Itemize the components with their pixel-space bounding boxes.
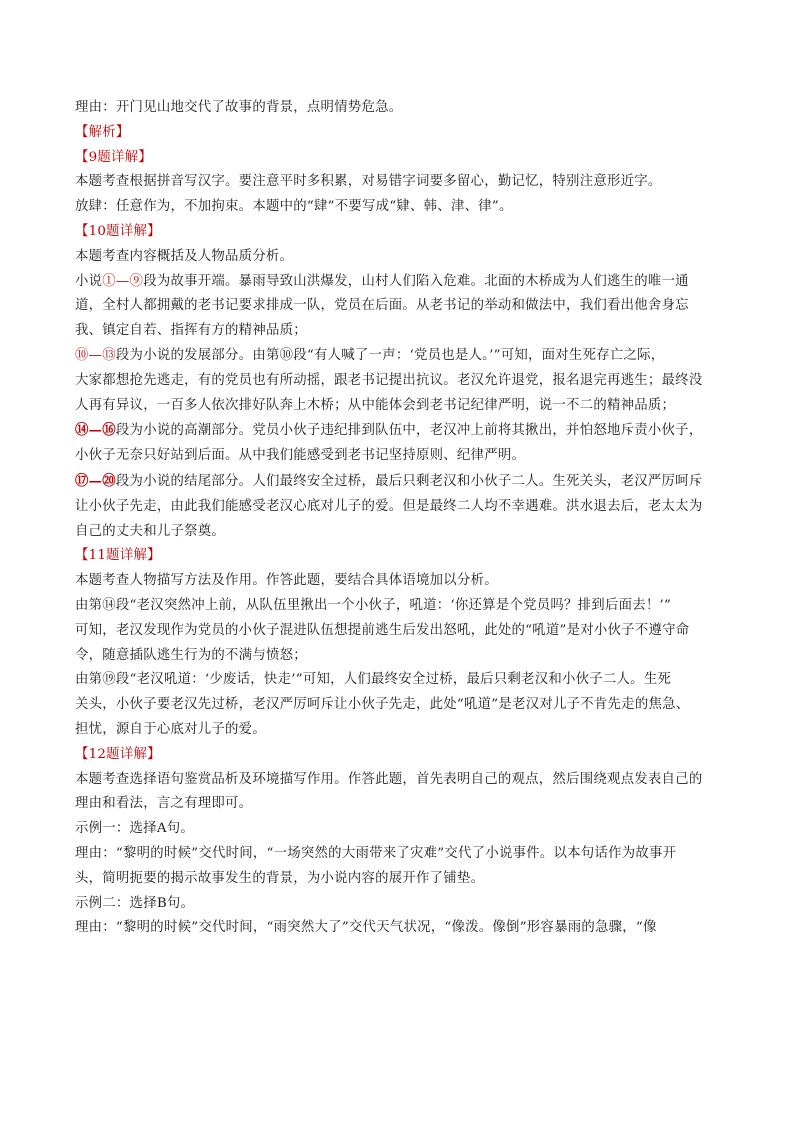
section-heading-analysis: 【解析】	[75, 124, 130, 140]
text-line: 让小伙子先走，由此我们能感受老汉心底对儿子的爱。但是最终二人均不幸遇难。洪水退去后，老太太为	[75, 498, 703, 514]
text-line: 道，全村人都拥戴的老书记要求排成一队，党员在后面。从老书记的举动和做法中，我们看出他舍身忘	[75, 298, 689, 314]
text-line: 本题考查选择语句鉴赏品析及环境描写作用。作答此题，首先表明自己的观点，然后围绕观点发表自己的	[75, 771, 703, 787]
text-line: 大家都想抢先逃走，有的党员也有所动摇，跟老书记提出抗议。老汉允许退党，报名退完再逃生；最终没	[75, 372, 703, 388]
line-text: 段为小说的高潮部分。党员小伙子违纪排到队伍中，老汉冲上前将其揪出，并怕怒地斥责小伙子，	[115, 423, 703, 439]
text-line: 由第⑭段“老汉突然冲上前，从队伍里揪出一个小伙子，吼道：‘你还算是个党员吗？排到后面去！’”	[75, 597, 672, 613]
paragraph-range: ①—⑨	[102, 273, 144, 289]
section-heading-q12: 【12题详解】	[75, 746, 161, 762]
text-line: 示例二：选择B句。	[75, 895, 195, 911]
text-line: 理由和看法，言之有理即可。	[75, 796, 253, 812]
document-body	[75, 96, 723, 941]
section-heading-q10: 【10题详解】	[75, 223, 161, 239]
paragraph-range: ⑩—⑬	[75, 347, 116, 363]
text-line: 人再有异议，一百多人依次排好队奔上木桥；从中能体会到老书记纪律严明，说一不二的精神品质；	[75, 397, 676, 413]
text-line: 本题考查人物描写方法及作用。作答此题，要结合具体语境加以分析。	[75, 573, 498, 589]
text-line: 本题考查内容概括及人物品质分析。	[75, 248, 294, 264]
text-line: 理由：“黎明的时候”交代时间，“一场突然的大雨带来了灾难”交代了小说事件。以本句话作为故事开	[75, 845, 677, 861]
text-line	[75, 469, 723, 495]
text-line: 理由：开门见山地交代了故事的背景，点明情势危急。	[75, 100, 403, 115]
text-line	[75, 418, 723, 444]
text-line: 可知，老汉发现作为党员的小伙子混进队伍想提前逃生后发出怒吼，此处的“吼道”是对小伙子不遵守命	[75, 622, 690, 638]
text-line: 本题考查根据拼音写汉字。要注意平时多积累，对易错字词要多留心，勤记忆，特别注意形近字。	[75, 174, 662, 190]
text-line: 担忧，源自于心底对儿子的爱。	[75, 721, 266, 737]
line-text: 段为小说的结尾部分。人们最终安全过桥，最后只剩老汉和小伙子二人。生死关头，老汉严厉呵斥	[115, 473, 703, 489]
text-line: 令，随意插队逃生行为的不满与愤怒；	[75, 647, 307, 663]
text-line: 我、镇定自若、指挥有方的精神品质；	[75, 323, 307, 339]
text-line	[75, 344, 723, 369]
text-line: 关头，小伙子要老汉先过桥，老汉严厉呵斥让小伙子先走，此处“吼道”是老汉对儿子不肯先走的焦急、	[75, 697, 690, 713]
section-heading-q11: 【11题详解】	[75, 548, 161, 564]
text-line: 由第⑲段“老汉吼道：‘少废话，快走’”可知，人们最终安全过桥，最后只剩老汉和小伙子二人。生死	[75, 672, 672, 688]
paragraph-range: ⑭—⑯	[75, 422, 116, 439]
text-line: 头，简明扼要的揭示故事发生的背景，为小说内容的展开作了铺垫。	[75, 870, 485, 886]
line-text: 段为小说的发展部分。由第⑩段“有人喊了一声：‘党员也是人。’”可知，面对生死存亡之际，	[115, 347, 665, 363]
text-line: 自己的丈夫和儿子祭奠。	[75, 523, 226, 539]
text-line	[75, 270, 723, 295]
text-line: 理由：“黎明的时候”交代时间，“雨突然大了”交代天气状况，“像泼。像倒”形容暴雨的急骤，“像	[75, 920, 657, 936]
text-line: 示例一：选择A句。	[75, 821, 195, 837]
section-heading-q9: 【9题详解】	[75, 149, 152, 165]
text-line: 放肆：任意作为，不加拘束。本题中的“肆”不要写成“肄、韩、津、律”。	[75, 199, 513, 215]
line-prefix: 小说	[75, 273, 103, 289]
text-line: 小伙子无奈只好站到后面。从中我们能感受到老书记坚持原则、纪律严明。	[75, 448, 526, 464]
line-text: 段为故事开端。暴雨导致山洪爆发，山村人们陷入危难。北面的木桥成为人们逃生的唯一通	[143, 273, 689, 289]
paragraph-range: ⑰—⑳	[75, 472, 116, 489]
